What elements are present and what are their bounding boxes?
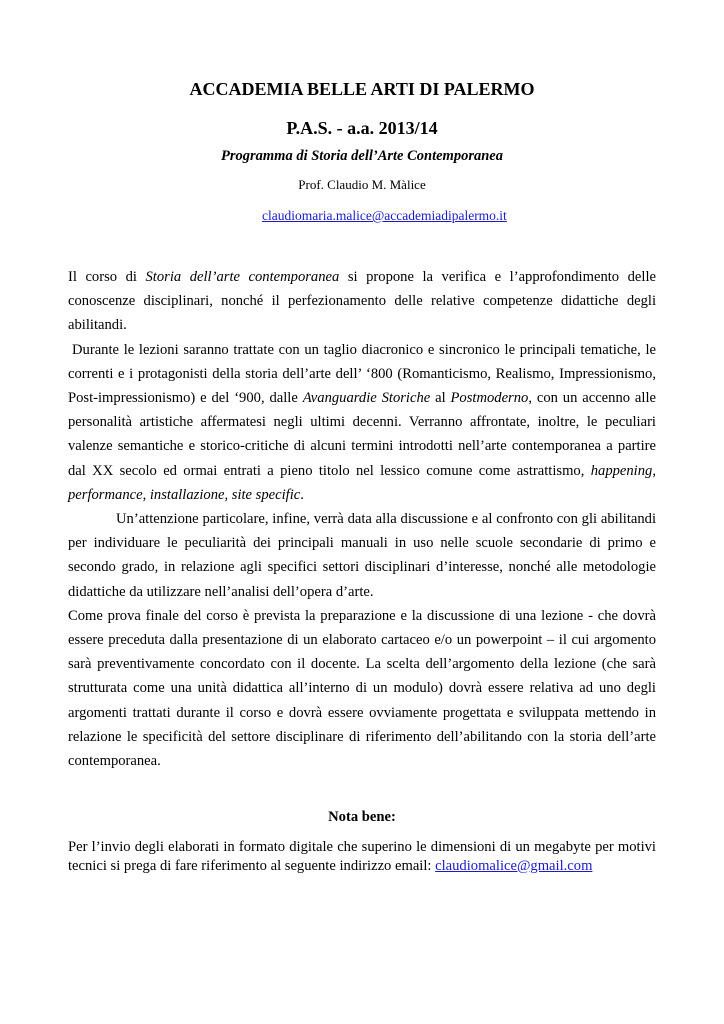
course-year-title: P.A.S. - a.a. 2013/14 [286, 118, 438, 138]
italic-run: Storia dell’arte contemporanea [145, 269, 340, 285]
text-run: , [142, 486, 150, 503]
paragraph-manuals: Un’attenzione particolare, infine, verrà data alla discussione e al confronto con gli abilitandi per individuare le peculiarità dei principali manuali in uso nelle scuole secondarie di primo e secondo grado, in relazione agli specifici settori disciplinari d’interesse, nonché alle metodologie didattiche da utilizzare nell’analisi dell’opera d’arte. [68, 511, 656, 600]
text-run: Il corso di [68, 269, 146, 285]
document-body [68, 265, 656, 773]
italic-run: performance [68, 486, 143, 503]
text-run: . [300, 486, 304, 503]
italic-run: installazione [149, 486, 225, 503]
italic-run: site specific [231, 486, 301, 503]
note-heading: Nota bene: [328, 809, 396, 825]
text-run: , [224, 486, 232, 503]
text-run: , con un accenno alle personalità artistiche affermatesi negli ultimi decenni. Verranno affrontate, inoltre, le peculiari valenze semantiche e storico-critiche di alcuni termini introdotti nell’arte contemporanea a partire dal XX secolo ed ormai entrati a pieno titolo nel lessico comune come astrattismo, [68, 390, 656, 479]
text-run: Durante le lezioni saranno trattate con un taglio diacronico e sincronico le principali tematiche, le correnti e i protagonisti della storia dell’arte dell’ ‘800 (Romanticismo, Realismo, Impressionismo, Post-impressionismo) e del ‘900, dalle [68, 341, 656, 407]
text-run: al [430, 390, 451, 407]
italic-run: Postmoderno [450, 390, 529, 407]
note-text [68, 838, 656, 875]
text-run: si propone la verifica e l’approfondimento delle conoscenze disciplinari, nonché il perfezionamento delle relative competenze didattiche degli abilitandi. [68, 269, 656, 334]
program-title: Programma di Storia dell’Arte Contemporanea [221, 148, 503, 164]
text-run: , [652, 462, 656, 479]
institution-title: ACCADEMIA BELLE ARTI DI PALERMO [189, 79, 535, 99]
paragraph-intro [68, 265, 656, 338]
contact-email-link[interactable]: claudiomalice@gmail.com [435, 857, 593, 874]
italic-run: happening [590, 462, 653, 479]
paragraph-lessons [68, 338, 656, 507]
italic-run: Avanguardie Storiche [302, 390, 431, 407]
professor-email-link[interactable]: claudiomaria.malice@accademiadipalermo.it [262, 208, 507, 223]
professor-name: Prof. Claudio M. Màlice [298, 177, 426, 192]
paragraph-final-exam: Come prova finale del corso è prevista la preparazione e la discussione di una lezione - che dovrà essere preceduta dalla presentazione di un elaborato cartaceo e/o un powerpoint – il cui argomento sarà preventivamente concordato con il docente. La scelta dell’argomento della lezione (che sarà strutturata come una unità didattica all’interno di un modulo) dovrà essere relativa ad uno degli argomenti trattati durante il corso e dovrà essere ovviamente progettata e sviluppata mettendo in relazione le specificità del settore disciplinare di riferimento dell’abilitando con la storia dell’arte contemporanea. [68, 607, 656, 770]
text-run: Per l’invio degli elaborati in formato digitale che superino le dimensioni di un megabyte per motivi tecnici si prega di fare riferimento al seguente indirizzo email: [68, 839, 656, 874]
